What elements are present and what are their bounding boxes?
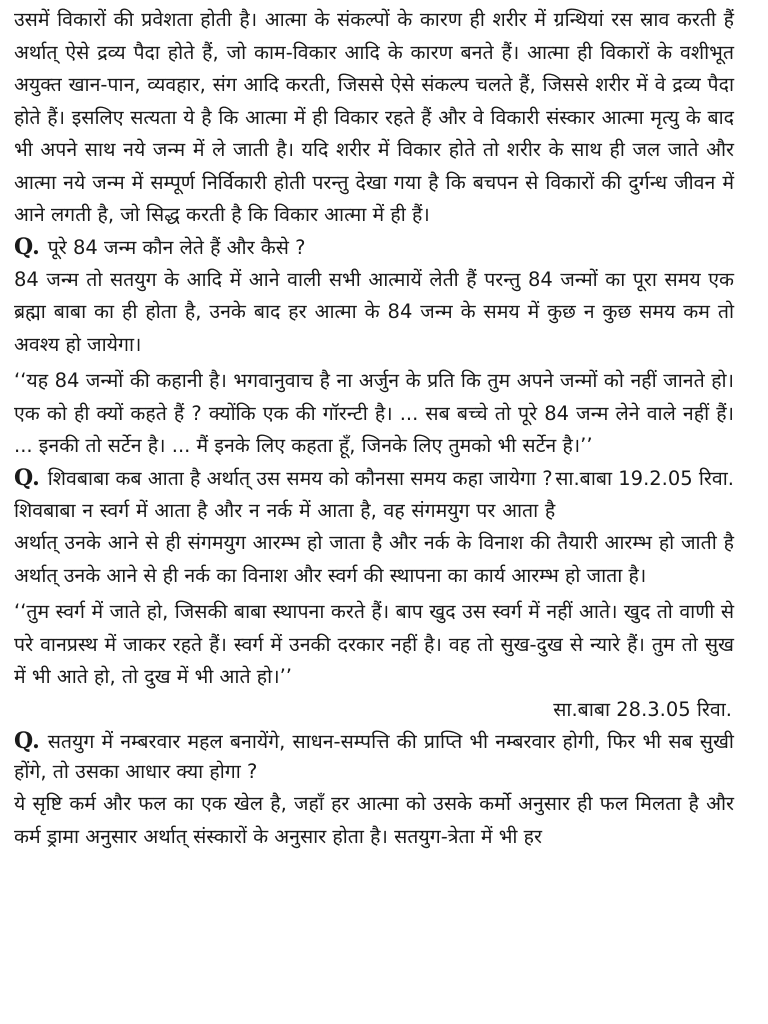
answer-1: 84 जन्म तो सतयुग के आदि में आने वाली सभी आत्मायें लेती हैं परन्तु 84 जन्मों का पूरा समय एक ब्रह्मा बाबा का ही होता है, उनके बाद हर आत्मा के 84 जन्म के समय में कुछ न कुछ समय कम तो अवश्य हो जायेगा।: [14, 267, 734, 356]
question-marker: Q.: [14, 728, 40, 754]
question-3: [14, 726, 734, 788]
quote-2: ‘‘तुम स्वर्ग में जाते हो, जिसकी बाबा स्थापना करते हैं। बाप खुद उस स्वर्ग में नहीं आते। खुद तो वाणी से परे वानप्रस्थ में जाकर रहते हैं। स्वर्ग में उनकी दरकार नहीं है। वह तो सुख-दुख से न्यारे हैं। तुम तो सुख में भी आते हो, तो दुख में भी आते हो।’’: [14, 600, 734, 688]
answer-3: ये सृष्टि कर्म और फल का एक खेल है, जहाँ हर आत्मा को उसके कर्मो अनुसार ही फल मिलता है और कर्म ड्रामा अनुसार अर्थात् संस्कारों के अनुसार होता है। सतयुग-त्रेता में भी हर: [14, 792, 734, 848]
question-marker: Q.: [14, 464, 40, 491]
answer-2: शिवबाबा न स्वर्ग में आता है और न नर्क में आता है, वह संगमयुग पर आता है अर्थात् उनके आने से ही संगमयुग आरम्भ हो जाता है और नर्क के विनाश की तैयारी आरम्भ हो जाती है अर्थात् उनके आने से ही नर्क का विनाश और स्वर्ग की स्थापना का कार्य आरम्भ हो जाता है।: [14, 498, 734, 587]
question-3-text: सतयुग में नम्बरवार महल बनायेंगे, साधन-सम्पत्ति की प्राप्ति भी नम्बरवार होगी, फिर भी सब सुखी होंगे, तो उसका आधार क्या होगा ?: [14, 730, 734, 783]
quote-2-reference: सा.बाबा 28.3.05 रिवा.: [553, 697, 732, 721]
quote-1-reference: सा.बाबा 19.2.05 रिवा.: [555, 466, 734, 490]
question-marker: Q.: [14, 233, 40, 260]
question-1-text: पूरे 84 जन्म कौन लेते हैं और कैसे ?: [47, 235, 306, 259]
paragraph-intro: उसमें विकारों की प्रवेशता होती है। आत्मा के संकल्पों के कारण ही शरीर में ग्रन्थियां रस स्राव करती हैं अर्थात् ऐसे द्रव्य पैदा होते हैं, जो काम-विकार आदि के कारण बनते हैं। आत्मा ही विकारों के वशीभूत अयुक्त खान-पान, व्यवहार, संग आदि करती, जिससे ऐसे संकल्प चलते हैं, जिससे शरीर में वे द्रव्य पैदा होते हैं। इसलिए सत्यता ये है कि आत्मा में ही विकार रहते हैं और वे विकारी संस्कार आत्मा मृत्यु के बाद भी अपने साथ नये जन्म में ले जाती है। यदि शरीर में विकार होते तो शरीर के साथ ही जल जाते और आत्मा नये जन्म में सम्पूर्ण निर्विकारी होती परन्तु देखा गया है कि बचपन से विकारों की दुर्गन्ध जीवन में आने लगती है, जो सिद्ध करती है कि विकार आत्मा में ही हैं।: [14, 8, 734, 226]
question-2-text: शिवबाबा कब आता है अर्थात् उस समय को कौनसा समय कहा जायेगा ?: [47, 466, 553, 490]
document-page: [14, 4, 734, 853]
question-1: [14, 232, 734, 264]
quote-1-text: ‘‘यह 84 जन्मों की कहानी है। भगवानुवाच है ना अर्जुन के प्रति कि तुम अपने जन्मों को नहीं जानते हो। एक को ही क्यों कहते हैं ? क्योंकि एक की गॉरन्टी है। ... सब बच्चे तो पूरे 84 जन्म लेने वाले नहीं हैं। ... इनकी तो सर्टेन है। ... मैं इनके लिए कहता हूँ, जिनके लिए तुमको भी सर्टेन है।’’: [14, 369, 734, 457]
